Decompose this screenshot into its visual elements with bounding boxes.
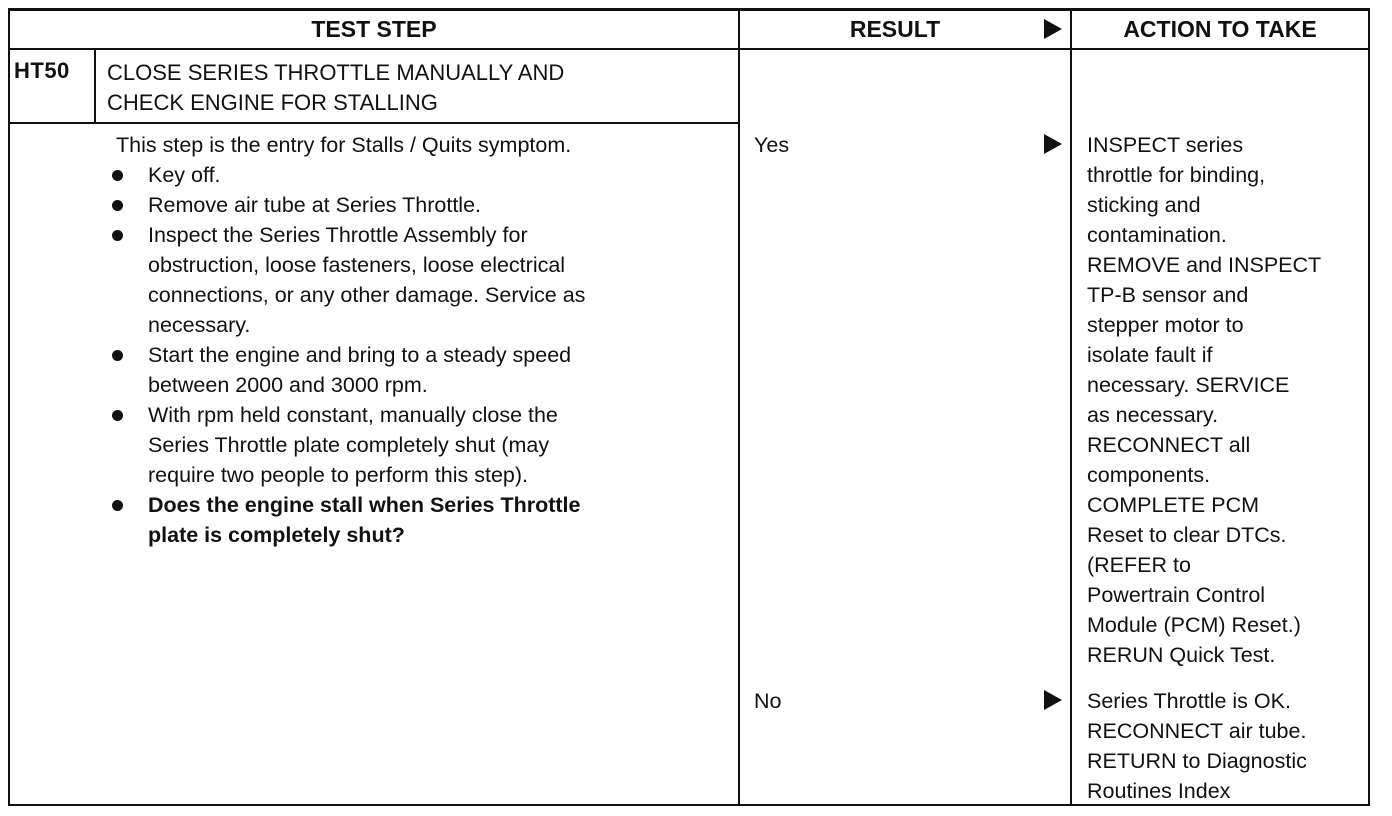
action-line: RETURN to Diagnostic — [1087, 749, 1307, 773]
step-bullet-list — [116, 160, 726, 550]
bullet-line: between 2000 and 3000 rpm. — [148, 373, 428, 397]
bullet-icon — [112, 350, 123, 361]
bullet-item-question — [116, 490, 726, 550]
bullet-icon — [112, 170, 123, 181]
bullet-item — [116, 400, 726, 490]
bullet-line: Inspect the Series Throttle Assembly for — [148, 223, 528, 247]
step-title-line: CHECK ENGINE FOR STALLING — [107, 90, 438, 115]
title-bottom-border — [8, 122, 738, 124]
action-line: necessary. SERVICE — [1087, 373, 1290, 397]
bullet-line: Start the engine and bring to a steady speed — [148, 343, 572, 367]
step-result-divider — [738, 8, 740, 806]
bullet-line: obstruction, loose fasteners, loose electrical — [148, 253, 566, 277]
bullet-icon — [112, 200, 123, 211]
result-yes: Yes — [754, 133, 790, 157]
step-title — [107, 58, 727, 118]
action-line: Reset to clear DTCs. — [1087, 523, 1287, 547]
right-triangle-icon — [1044, 134, 1062, 154]
bullet-line: plate is completely shut? — [148, 523, 405, 547]
bullet-item — [116, 340, 726, 400]
bullet-icon — [112, 230, 123, 241]
id-divider — [94, 48, 96, 124]
bullet-item — [116, 160, 726, 190]
step-title-line: CLOSE SERIES THROTTLE MANUALLY AND — [107, 60, 565, 85]
action-line: Routines Index — [1087, 779, 1231, 803]
action-line: contamination. — [1087, 223, 1227, 247]
right-triangle-icon — [1044, 19, 1062, 39]
action-line: isolate fault if — [1087, 343, 1213, 367]
action-line: Module (PCM) Reset.) — [1087, 613, 1301, 637]
result-action-divider — [1070, 8, 1072, 806]
header-action-to-take: ACTION TO TAKE — [1123, 16, 1317, 42]
bullet-icon — [112, 410, 123, 421]
action-line: (REFER to — [1087, 553, 1191, 577]
bullet-item — [116, 190, 726, 220]
bullet-line: With rpm held constant, manually close the — [148, 403, 558, 427]
bullet-line: connections, or any other damage. Service as — [148, 283, 586, 307]
action-line: components. — [1087, 463, 1211, 487]
header-result: RESULT — [849, 16, 941, 42]
left-border — [8, 8, 10, 806]
action-line: RERUN Quick Test. — [1087, 643, 1276, 667]
bullet-item — [116, 220, 726, 340]
action-line: throttle for binding, — [1087, 163, 1266, 187]
action-line: TP-B sensor and — [1087, 283, 1249, 307]
action-yes — [1087, 130, 1372, 670]
step-body — [116, 130, 726, 550]
result-no: No — [754, 689, 782, 713]
action-no — [1087, 686, 1372, 806]
bullet-line: require two people to perform this step). — [148, 463, 529, 487]
action-line: sticking and — [1087, 193, 1201, 217]
action-line: INSPECT series — [1087, 133, 1244, 157]
action-line: RECONNECT all — [1087, 433, 1251, 457]
right-triangle-icon — [1044, 690, 1062, 710]
action-line: RECONNECT air tube. — [1087, 719, 1307, 743]
action-line: REMOVE and INSPECT — [1087, 253, 1322, 277]
bullet-line: Series Throttle plate completely shut (may — [148, 433, 550, 457]
header-test-step: TEST STEP — [311, 16, 437, 42]
action-line: as necessary. — [1087, 403, 1219, 427]
bullet-line: Remove air tube at Series Throttle. — [148, 193, 482, 217]
action-line: Powertrain Control — [1087, 583, 1266, 607]
action-line: Series Throttle is OK. — [1087, 689, 1291, 713]
bullet-line: Key off. — [148, 163, 221, 187]
step-intro: This step is the entry for Stalls / Quits symptom. — [116, 133, 572, 157]
bullet-line: Does the engine stall when Series Throttle — [148, 493, 581, 517]
action-line: stepper motor to — [1087, 313, 1244, 337]
bullet-line: necessary. — [148, 313, 251, 337]
step-id: HT50 — [14, 58, 70, 83]
action-line: COMPLETE PCM — [1087, 493, 1260, 517]
bullet-icon — [112, 500, 123, 511]
